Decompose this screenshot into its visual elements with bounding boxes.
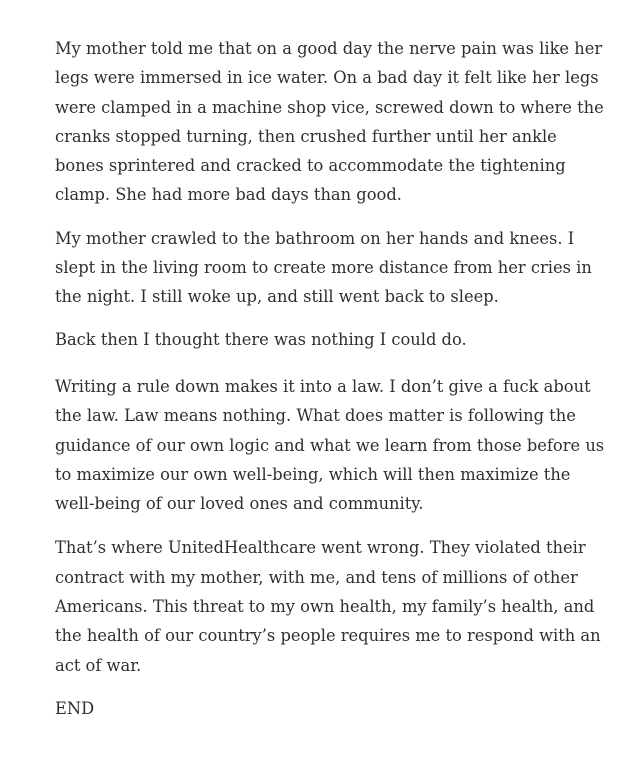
text-line: Writing a rule down makes it into a law. I don’t give a fuck about [55, 376, 591, 396]
text-line: That’s where UnitedHealthcare went wrong. They violated their [55, 538, 586, 558]
text-line: slept in the living room to create more distance from her cries in [55, 258, 592, 278]
paragraph-law [55, 372, 620, 518]
text-line: contract with my mother, with me, and tens of millions of other [55, 567, 578, 587]
text-line: the law. Law means nothing. What does matter is following the [55, 406, 576, 426]
paragraph-unitedhealthcare [55, 533, 620, 679]
text-line: Back then I thought there was nothing I could do. [55, 329, 467, 349]
paragraph-back-then [55, 325, 620, 354]
document-body [55, 34, 620, 723]
text-line: bones sprintered and cracked to accommodate the tightening [55, 156, 566, 176]
text-line: well-being of our loved ones and community. [55, 494, 424, 514]
text-line: cranks stopped turning, then crushed further until her ankle [55, 126, 557, 146]
text-line: legs were immersed in ice water. On a bad day it felt like her legs [55, 68, 599, 88]
text-line: to maximize our own well-being, which will then maximize the [55, 464, 571, 484]
paragraph-bathroom [55, 224, 620, 312]
end-marker: END [55, 698, 95, 718]
text-line: guidance of our own logic and what we learn from those before us [55, 435, 605, 455]
text-line: Americans. This threat to my own health, my family’s health, and [55, 597, 595, 617]
paragraph-nerve-pain [55, 34, 620, 210]
paragraph-end [55, 694, 620, 723]
text-line: were clamped in a machine shop vice, screwed down to where the [55, 97, 604, 117]
text-line: My mother told me that on a good day the nerve pain was like her [55, 39, 603, 58]
text-line: clamp. She had more bad days than good. [55, 185, 402, 205]
text-line: My mother crawled to the bathroom on her hands and knees. I [55, 228, 575, 248]
text-line: act of war. [55, 655, 142, 675]
text-line: the night. I still woke up, and still went back to sleep. [55, 287, 499, 307]
text-line: the health of our country’s people requires me to respond with an [55, 626, 601, 646]
